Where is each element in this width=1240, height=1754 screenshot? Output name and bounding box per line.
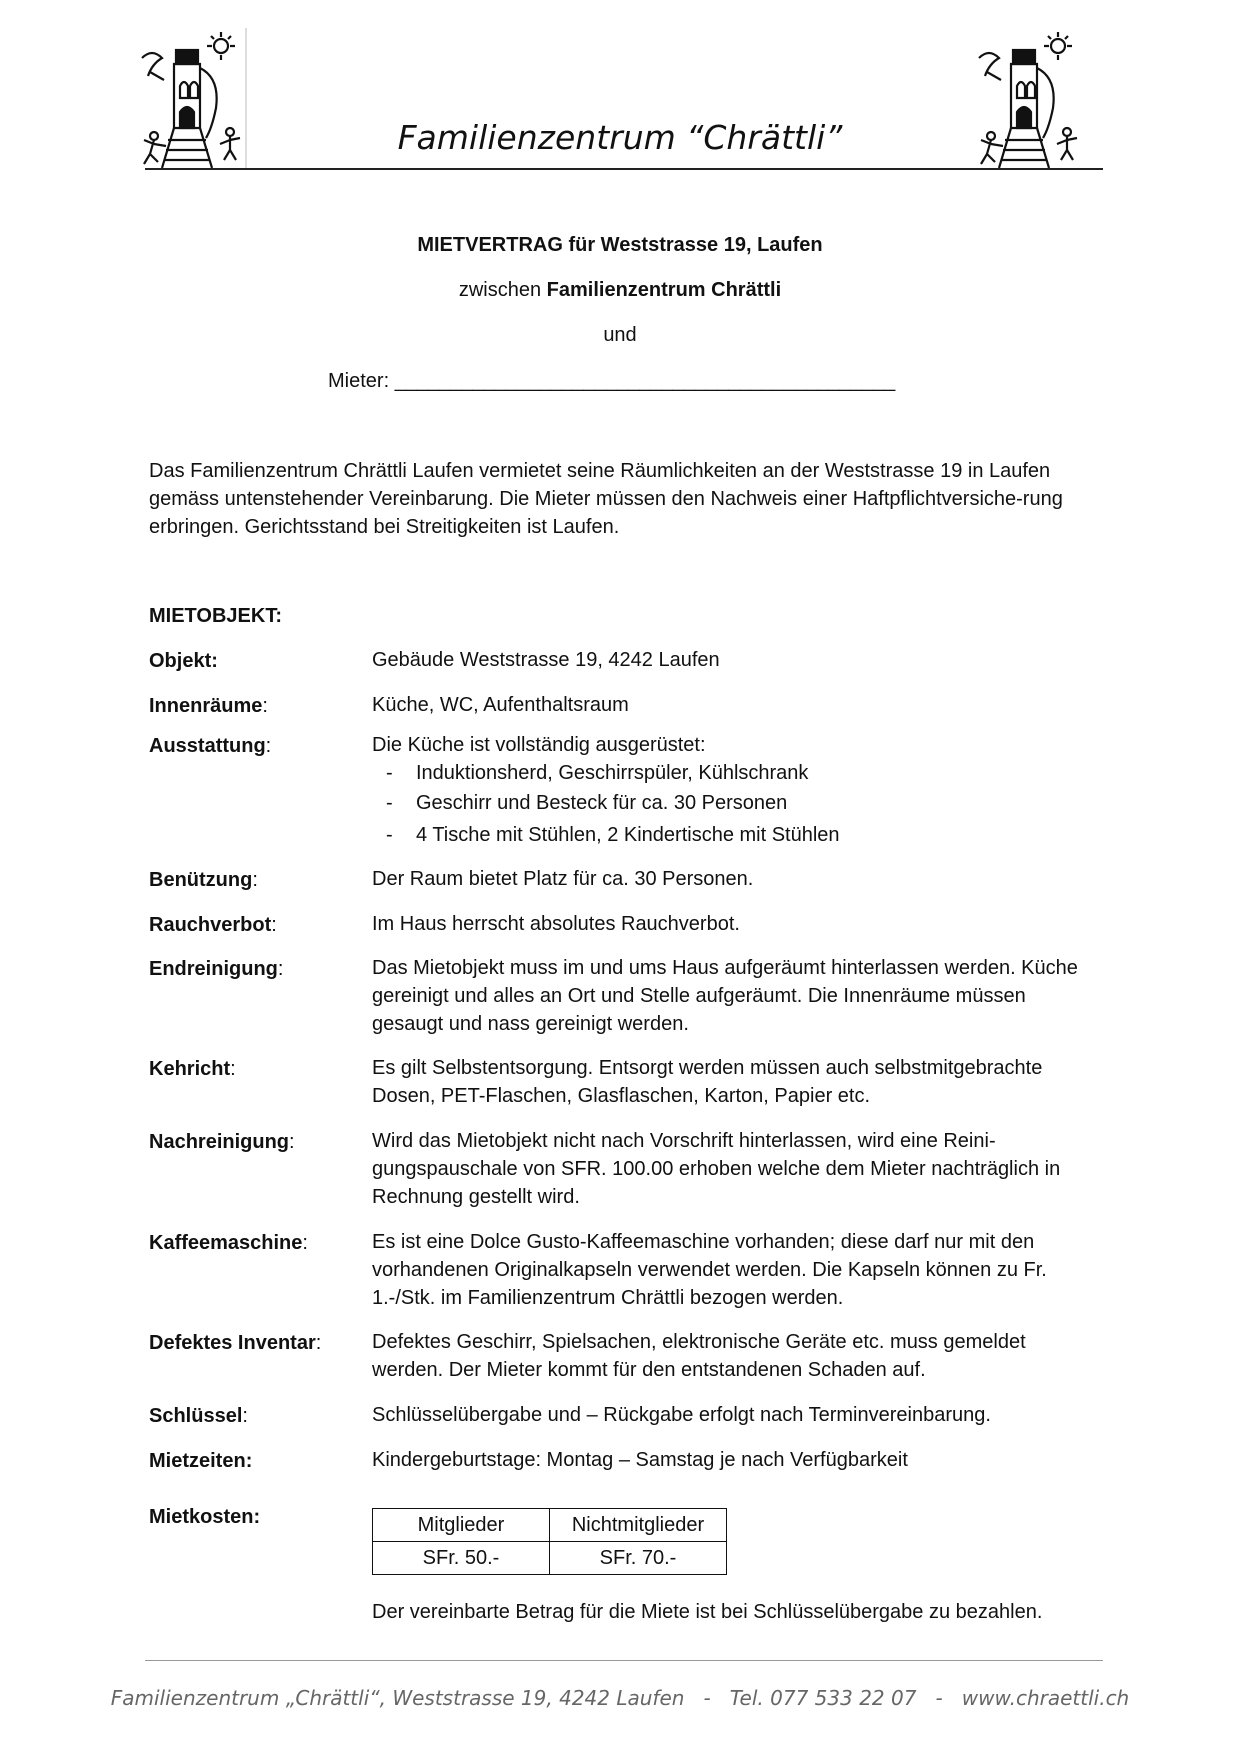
contract-title: MIETVERTRAG für Weststrasse 19, Laufen: [417, 234, 823, 256]
row-label-kehricht: Kehricht:: [149, 1058, 236, 1080]
table-header-cell: Mitglieder: [373, 1509, 550, 1542]
row-label-inventar: Defektes Inventar:: [149, 1332, 322, 1354]
row-text-benuetzung: Der Raum bietet Platz für ca. 30 Personen.: [372, 868, 754, 890]
row-label-nachreinigung: Nachreinigung:: [149, 1131, 295, 1153]
list-item: - 4 Tische mit Stühlen, 2 Kindertische mit Stühlen: [386, 824, 840, 846]
row-label-kaffeemaschine: Kaffeemaschine:: [149, 1232, 308, 1254]
between-prefix: zwischen: [458, 279, 547, 301]
contract-between: [0, 279, 1240, 302]
row-text-ausstattung: [372, 731, 1102, 851]
row-text-kaffeemaschine: Es ist eine Dolce Gusto-Kaffeemaschine vorhanden; diese darf nur mit den vorhandenen Originalkapseln verwendet werden. Die Kapseln können zu Fr. 1.-/Stk. im Familienzentrum Chrättli bezogen werden.: [372, 1231, 1047, 1309]
tenant-label: Mieter:: [328, 370, 390, 392]
row-text-nachreinigung: Wird das Mietobjekt nicht nach Vorschrift hinterlassen, wird eine Reini-gungspauschale von SFR. 100.00 erhoben welche dem Mieter nachträglich in Rechnung gestellt wird.: [372, 1130, 1061, 1208]
table-cell: SFr. 70.-: [550, 1542, 727, 1575]
ausstattung-intro: Die Küche ist vollständig ausgerüstet:: [372, 734, 706, 756]
footer-text: Familienzentrum „Chrättli“, Weststrasse 19, 4242 Laufen - Tel. 077 533 22 07 - www.chraettli.ch: [110, 1686, 1130, 1710]
list-item: - Geschirr und Besteck für ca. 30 Personen: [386, 792, 788, 814]
cost-table: [372, 1508, 727, 1575]
row-label-rauchverbot: Rauchverbot:: [149, 914, 277, 936]
tenant-blank: _____________________________________________: [394, 370, 896, 392]
row-label-innenraeume: Innenräume:: [149, 695, 268, 717]
row-label-mietzeiten: Mietzeiten:: [149, 1450, 253, 1472]
table-cell: SFr. 50.-: [373, 1542, 550, 1575]
table-row: [373, 1509, 727, 1542]
between-party: Familienzentrum Chrättli: [546, 279, 782, 301]
row-label-schluessel: Schlüssel:: [149, 1405, 248, 1427]
row-label-mietkosten: Mietkosten:: [149, 1506, 261, 1528]
table-row: [373, 1542, 727, 1575]
section-heading: MIETOBJEKT:: [149, 605, 282, 627]
row-text-kehricht: Es gilt Selbstentsorgung. Entsorgt werden müssen auch selbstmitgebrachte Dosen, PET-Flaschen, Glasflaschen, Karton, Papier etc.: [372, 1057, 1043, 1107]
intro-paragraph: Das Familienzentrum Chrättli Laufen vermietet seine Räumlichkeiten an der Weststrasse 19 in Laufen gemäss untenstehender Vereinbarung. Die Mieter müssen den Nachweis einer Haftpflichtversiche-rung erbringen. Gerichtsstand bei Streitigkeiten ist Laufen.: [149, 460, 1063, 538]
row-text-innenraeume: Küche, WC, Aufenthaltsraum: [372, 694, 629, 716]
contract-and: und: [603, 324, 637, 346]
row-text-rauchverbot: Im Haus herrscht absolutes Rauchverbot.: [372, 913, 740, 935]
header-divider: [145, 168, 1103, 170]
footer-divider: [145, 1660, 1103, 1661]
table-header-cell: Nichtmitglieder: [550, 1509, 727, 1542]
row-text-objekt: Gebäude Weststrasse 19, 4242 Laufen: [372, 649, 720, 671]
row-label-ausstattung: Ausstattung:: [149, 735, 272, 757]
row-text-mietzeiten: Kindergeburtstage: Montag – Samstag je nach Verfügbarkeit: [372, 1449, 908, 1471]
list-item: - Induktionsherd, Geschirrspüler, Kühlschrank: [386, 762, 809, 784]
tenant-line: [328, 370, 895, 393]
equipment-list: [372, 759, 1102, 851]
row-label-objekt: Objekt:: [149, 650, 218, 672]
header-title: Familienzentrum “Chrättli”: [397, 118, 843, 157]
row-label-benuetzung: Benützung:: [149, 869, 258, 891]
row-text-endreinigung: Das Mietobjekt muss im und ums Haus aufgeräumt hinterlassen werden. Küche gereinigt und alles an Ort und Stelle aufgeräumt. Die Innenräume müssen gesaugt und nass gereinigt werden.: [372, 957, 1078, 1035]
row-text-schluessel: Schlüsselübergabe und – Rückgabe erfolgt nach Terminvereinbarung.: [372, 1404, 991, 1426]
payment-note: Der vereinbarte Betrag für die Miete ist bei Schlüsselübergabe zu bezahlen.: [372, 1601, 1043, 1623]
row-text-inventar: Defektes Geschirr, Spielsachen, elektronische Geräte etc. muss gemeldet werden. Der Mieter kommt für den entstandenen Schaden auf.: [372, 1331, 1026, 1381]
row-label-endreinigung: Endreinigung:: [149, 958, 284, 980]
